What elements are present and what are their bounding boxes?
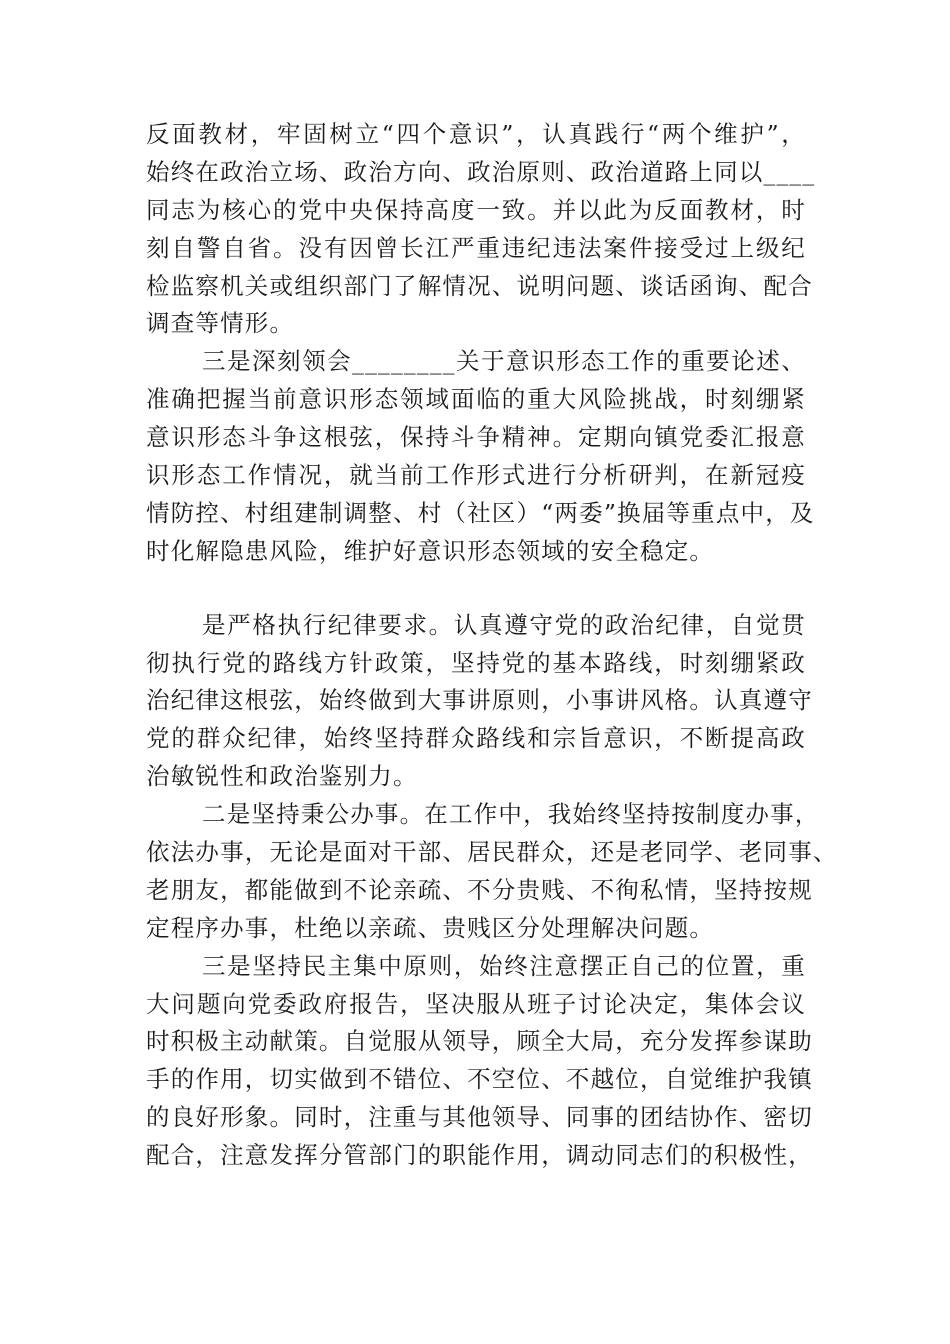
paragraph-5 (146, 948, 813, 1175)
text-line: 治敏锐性和政治鉴别力。 (146, 762, 418, 791)
text-line: 定程序办事，杜绝以亲疏、贵贱区分处理解决问题。 (146, 913, 715, 942)
text-line: 反面教材，牢固树立“四个意识”，认真践行“两个维护”， (146, 120, 806, 148)
text-line: 治纪律这根弦，始终做到大事讲原则，小事讲风格。认真遵守 (146, 686, 813, 715)
text-line: 三是坚持民主集中原则，始终注意摆正自己的位置，重 (202, 951, 806, 980)
text-line: 三是深刻领会________关于意识形态工作的重要论述、 (202, 347, 806, 376)
text-line: 大问题向党委政府报告，坚决服从班子讨论决定，集体会议 (146, 989, 806, 1018)
text-line: 始终在政治立场、政治方向、政治原则、政治道路上同以____ (146, 157, 816, 186)
paragraph-2 (146, 343, 815, 570)
text-line: 识形态工作情况，就当前工作形式进行分析研判，在新冠疫 (146, 461, 806, 490)
text-line: 配合，注意发挥分管部门的职能作用，调动同志们的积极性， (146, 1141, 813, 1170)
paragraph-4 (146, 796, 838, 948)
text-line: 刻自警自省。没有因曾长江严重违纪违法案件接受过上级纪 (146, 233, 806, 262)
text-line: 情防控、村组建制调整、村（社区）“两委”换届等重点中，及 (146, 498, 815, 527)
text-line: 检监察机关或组织部门了解情况、说明问题、谈话函询、配合 (146, 271, 813, 300)
text-line: 二是坚持秉公办事。在工作中，我始终坚持按制度办事， (202, 800, 820, 829)
paragraph-spacer (146, 571, 806, 607)
document-body (146, 116, 838, 1175)
text-line: 调查等情形。 (146, 309, 295, 338)
text-line: 意识形态斗争这根弦，保持斗争精神。定期向镇党委汇报意 (146, 423, 806, 452)
text-line: 依法办事，无论是面对干部、居民群众，还是老同学、老同事、 (146, 838, 838, 867)
text-line: 老朋友，都能做到不论亲疏、不分贵贱、不徇私情，坚持按规 (146, 875, 813, 904)
text-line: 时积极主动献策。自觉服从领导，顾全大局，充分发挥参谋助 (146, 1027, 813, 1056)
text-line: 手的作用，切实做到不错位、不空位、不越位，自觉维护我镇 (146, 1065, 813, 1094)
paragraph-3 (146, 607, 813, 796)
text-line: 时化解隐患风险，维护好意识形态领域的安全稳定。 (146, 536, 715, 565)
text-line: 党的群众纪律，始终坚持群众路线和宗旨意识，不断提高政 (146, 724, 806, 753)
text-line: 同志为核心的党中央保持高度一致。并以此为反面教材，时 (146, 195, 806, 224)
text-line: 彻执行党的路线方针政策，坚持党的基本路线，时刻绷紧政 (146, 648, 806, 677)
text-line: 是严格执行纪律要求。认真遵守党的政治纪律，自觉贯 (202, 610, 806, 639)
text-line: 准确把握当前意识形态领域面临的重大风险挑战，时刻绷紧 (146, 385, 806, 414)
paragraph-1 (146, 116, 816, 343)
text-line: 的良好形象。同时，注重与其他领导、同事的团结协作、密切 (146, 1103, 813, 1132)
